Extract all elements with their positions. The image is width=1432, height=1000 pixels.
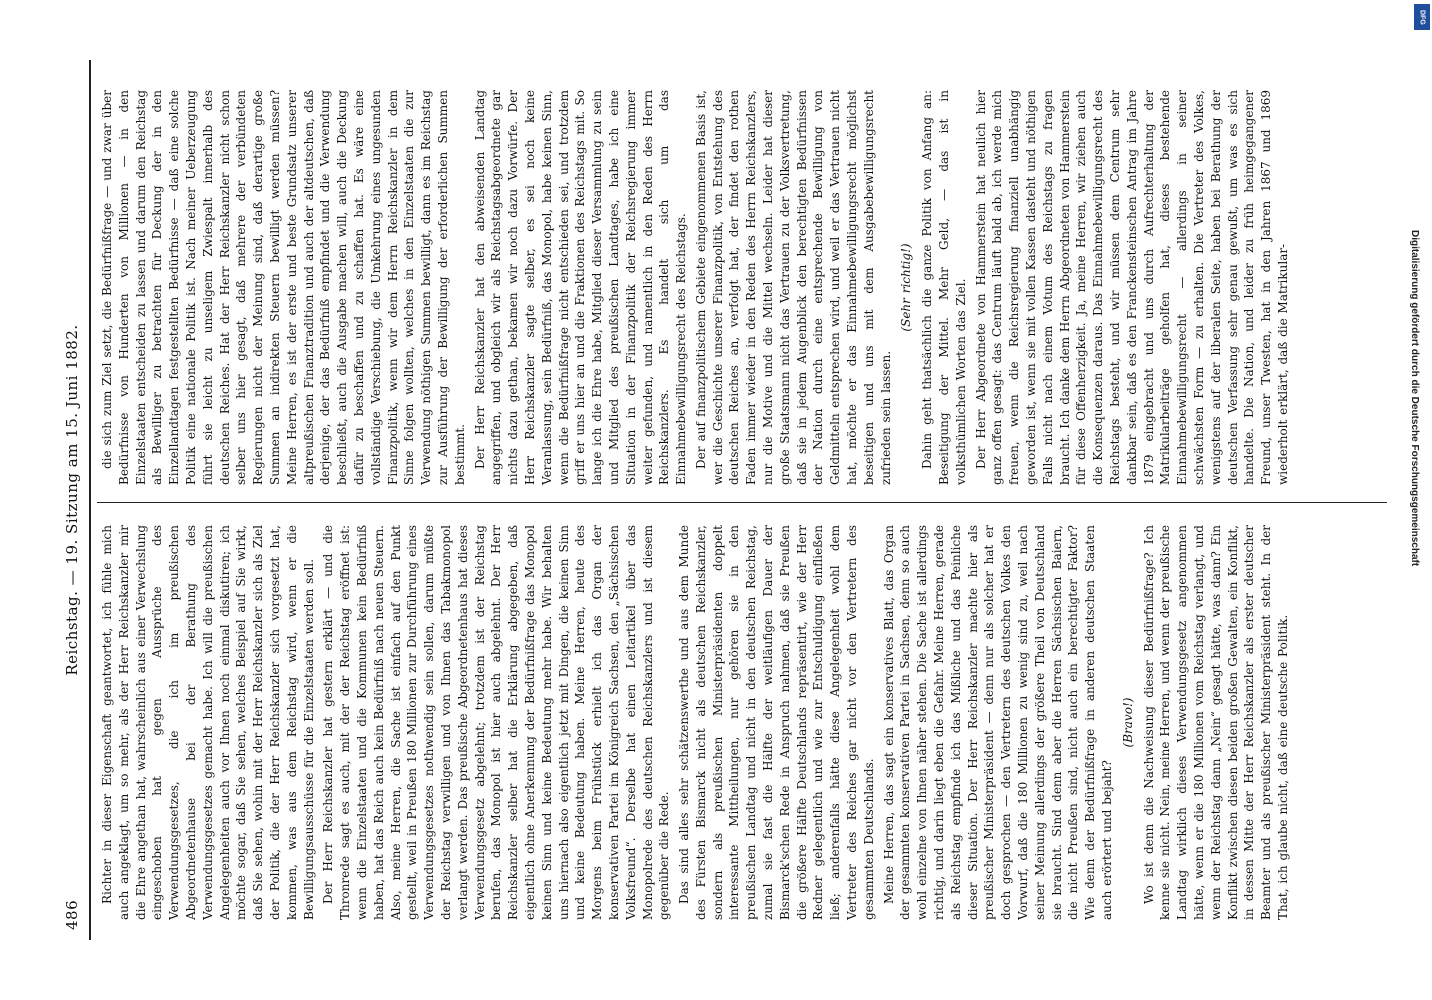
paragraph: Wo ist denn die Nachweisung dieser Bedürfnißfrage? Ich kenne sie nicht. Nein, meine Herren, und wenn der preußische Landtag wirklich dieses Verwendungsgesetz angenommen hätte, wenn er die 180 Millionen vom Reichstag verlangt, und wenn der Reichstag dann „Nein“ gesagt hätte, was dann? Ein Konflikt zwischen diesen beiden großen Gewalten, ein Konflikt, in dessen Mitte der Herr Reichskanzler als erster deutscher Beamter und als preußischer Ministerpräsident steht. In der That, ich glaube nicht, daß eine deutsche Politik. [1141, 525, 1290, 920]
paragraph: Der auf finanzpolitischem Gebiete eingenommenen Basis ist, wer die Geschichte unserer Finanzpolitik, von Entstehung des deutschen Reiches an, verfolgt hat, der findet den rothen Faden immer wieder in den Reden des Herrn Reichskanzlers, nur die Motive und die Mittel wechseln. Leider hat dieser große Staatsmann nicht das Vertrauen zu der Volksvertretung, daß sie in jedem Augenblick den berechtigten Bedürfnissen der Nation durch eine entsprechende Bewilligung von Geldmitteln entsprechen wird, und weil er das Vertrauen nicht hat, möchte er das Einnahmebewilligungsrecht möglichst beseitigen und uns mit dem Ausgabebewilligungsrecht zufrieden sein lassen. [693, 90, 893, 485]
dfg-logo: DFG [1414, 4, 1430, 30]
right-column [99, 90, 1295, 485]
interjection: (Sehr richtig!) [899, 243, 914, 332]
digitization-credit: Digitalisierung gefördert durch die Deutsche Forschungsgemeinschaft [1409, 230, 1420, 567]
paragraph: Der Herr Abgeordnete von Hammerstein hat neulich hier ganz offen gesagt: das Centrum läuft bald ab, ich werde mich freuen, wenn die Reichsregierung finanziell unabhängig geworden ist, wenn sie mit vollen Kassen dasteht und nöthigen Falls nicht nach einem Votum des Reichstags zu fragen braucht. Ich danke dem Herrn Abgeordneten von Hammerstein für diese Offenherzigkeit. Ja, meine Herren, wir ziehen auch die Konsequenzen daraus. Das Einnahmebewilligungsrecht des Reichstags besteht, und wir müssen dem Centrum sehr dankbar sein, daß es den Franckensteinschen Antrag im Jahre 1879 eingebracht und uns durch Aufrechterhaltung der Matrikularbeiträge geholfen hat, dieses bestehende Einnahmebewilligungsrecht — allerdings in seiner schwächsten Form — zu erhalten. Die Vertreter des Volkes, wenigstens auf der liberalen Seite, haben bei Berathung der deutschen Verfassung sehr genau gewußt, um was es sich handelte. Die Nation, und leider zu früh heimgegangener Freund, unser Twesten, hat in den Jahren 1867 und 1869 wiederholt erklärt, daß die Matrikular- [973, 90, 1290, 485]
running-title: Reichstag. — 19. Sitzung am 15. Juni 1882. [63, 324, 81, 676]
paragraph: Meine Herren, das sagt ein konservatives Blatt, das Organ der gesammten konservativen Partei in Sachsen, denn so auch wohl einzelne von Ihnen näher stehen. Die Sache ist allerdings richtig, und darin liegt eben die Gefahr. Meine Herren, gerade als Reichstag empfinde ich das Mißliche und das Peinliche dieser Situation. Der Herr Reichskanzler machte hier als preußischer Ministerpräsident — denn nur als solcher hat er doch gesprochen — den Vertretern des deutschen Volkes den Vorwurf, daß die 180 Millionen zu wenig sind zu, weil nach seiner Meinung allerdings der größere Theil von Deutschland sie braucht. Sind denn aber die Herren Sächsischen Baiern, die nicht Preußen sind, nicht auch ein berechtigter Faktor? Wie denn der Bedürfnißfrage in anderen deutschen Staaten auch erörtert und bejaht? [881, 525, 1115, 920]
left-column [99, 525, 1295, 920]
paragraph: die sich zum Ziel setzt, die Bedürfnißfrage — und zwar über Bedürfnisse von Hunderten von Millionen — in den Einzelstaaten entscheiden zu lassen und darum den Reichstag als Bewilliger zu betrachten für Deckung der in den Einzellandtagen festgestellten Bedürfnisse — daß eine solche Politik eine nationale Politik ist. Nach meiner Ueberzeugung führt sie leicht zu unseligem Zwiespalt innerhalb des deutschen Reiches. Hat der Herr Reichskanzler nicht schon selber uns hier gesagt, daß mehrere der verbündeten Regierungen nicht der Meinung sind, daß derartige große Summen an indirekten Steuern bewilligt werden müssen? Meine Herren, es ist der erste und beste Grundsatz unserer altpreußischen Finanztradition und auch der altdeutschen, daß derjenige, der das Bedürfniß empfindet und die Verwendung beschließt, auch die Ausgabe machen will, auch die Deckung dafür zu beschaffen und zu schaffen hat. Es wäre eine vollständige Verschiebung, die Umkehrung eines ungesunden Finanzpolitik, wenn wir dem Herrn Reichskanzler in dem Sinne folgen wollten, welches in den Einzelstaaten die zur Verwendung nöthigen Summen bewilligt, dann es im Reichstag zur Ausführung der Bewilligung der erforderlichen Summen bestimmt. [100, 90, 467, 485]
paragraph: Der Herr Reichskanzler hat gestern erklärt — und die Thronrede sagt es auch, mit der der Reichstag eröffnet ist: wenn die Einzelstaaten und die Kommunen kein Bedürfniß haben, hat das Reich auch kein Bedürfniß nach neuen Steuern. Also, meine Herren, die Sache ist einfach auf den Punkt gestellt, weil in Preußen 180 Millionen zur Durchführung eines Verwendungsgesetzes nothwendig sein sollen, darum müßte der Reichstag verwilligen und von Ihnen das Tabakmonopol verlangt werden. Das preußische Abgeordnetenhaus hat dieses Verwendungsgesetz abgelehnt; trotzdem ist der Reichstag berufen, das Monopol ist hier auch abgelehnt. Der Herr Reichskanzler selber hat die Erklärung abgegeben, daß eigentlich ohne Anerkennung der Bedürfnißfrage das Monopol keinen Sinn und keine Bedeutung mehr habe. Wir behalten uns hiernach also eigentlich jetzt mit Dingen, die keinen Sinn und keine Bedeutung haben. Meine Herren, heute des Morgens beim Frühstück erhielt ich das Organ der konservativen Partei im Königreich Sachsen, den „Sächsischen Volksfreund“. Derselbe hat einen Leitartikel über das Monopolrede des deutschen Reichskanzlers und ist diesem gegenüber die Rede. [321, 525, 672, 920]
paragraph: Das sind alles sehr schätzenswerthe und aus dem Munde des Fürsten Bismarck nicht als deutschen Reichskanzler, sondern als preußischen Ministerpräsidenten doppelt interessante Mittheilungen, nur gehören sie in den preußischen Landtag und nicht in den deutschen Reichstag, zumal sie fast die Hälfte der weitläufigen Dauer der Bismarck'schen Rede in Anspruch nahmen, daß sie Preußen die größere Hälfte Deutschlands repräsentirt, wie der Herr Redner gelegentlich und wie zur Entschuldigung einfließen ließ; anderenfalls hätte diese Angelegenheit wohl dem Vertreter des Reiches gar nicht vor den Vertretern des gesammten Deutschlands. [677, 525, 876, 920]
rotated-page [55, 60, 1395, 940]
page-number: 486 [63, 899, 81, 930]
paragraph: Der Herr Reichskanzler hat den abweisenden Landtag angegriffen, und obgleich wir als Reichstagsabgeordnete gar nichts dazu gethan, bekamen wir noch dazu Vorwürfe. Der Herr Reichskanzler sagte selber, es sei noch keine Veranlassung, sein Bedürfniß, das Monopol, habe keinen Sinn, wenn die Bedürfnißfrage nicht entschieden sei, und trotzdem griff er uns hier an und die Fraktionen des Reichstags mit. So lange ich die Ehre habe, Mitglied dieser Versammlung zu sein und Mitglied des preußischen Landtages, habe ich eine Situation in der Finanzpolitik der Reichsregierung immer weiter gefunden, und namentlich in den Reden des Herrn Reichskanzlers. Es handelt sich um das Einnahmebewilligungsrecht des Reichstags. [472, 90, 689, 485]
paragraph: Richter in dieser Eigenschaft geantwortet, ich fühle mich auch angeklagt, um so mehr, als der Herr Reichskanzler mir die Ehre angethan hat, wahrscheinlich aus einer Verwechslung eingeschoben hat gegen Aussprüche des Verwendungsgesetzes, die ich im preußischen Abgeordnetenhause bei der Berathung des Verwendungsgesetzes gemacht habe. Ich will die preußischen Angelegenheiten auch vor Ihnen noch einmal diskutiren; ich möchte sogar, daß Sie sehen, welches Beispiel auf Sie wirkt, daß Sie sehen, wohin mit der Herr Reichskanzler sich als Ziel der Politik, die der Herr Reichskanzler sich vorgesetzt hat, kommen, was aus dem Reichstag wird, wenn er die Bewilligungsausschüsse für die Einzelstaaten werden soll. [100, 525, 316, 920]
paragraph: Dahin geht thatsächlich die ganze Politik von Anfang an: Beseitigung der Mittel. Mehr Geld, — das ist in volksthümlichen Worten das Ziel. [920, 90, 968, 485]
column-divider [97, 502, 1387, 503]
page-header [55, 60, 91, 940]
interjection: (Bravo!) [1120, 697, 1135, 748]
